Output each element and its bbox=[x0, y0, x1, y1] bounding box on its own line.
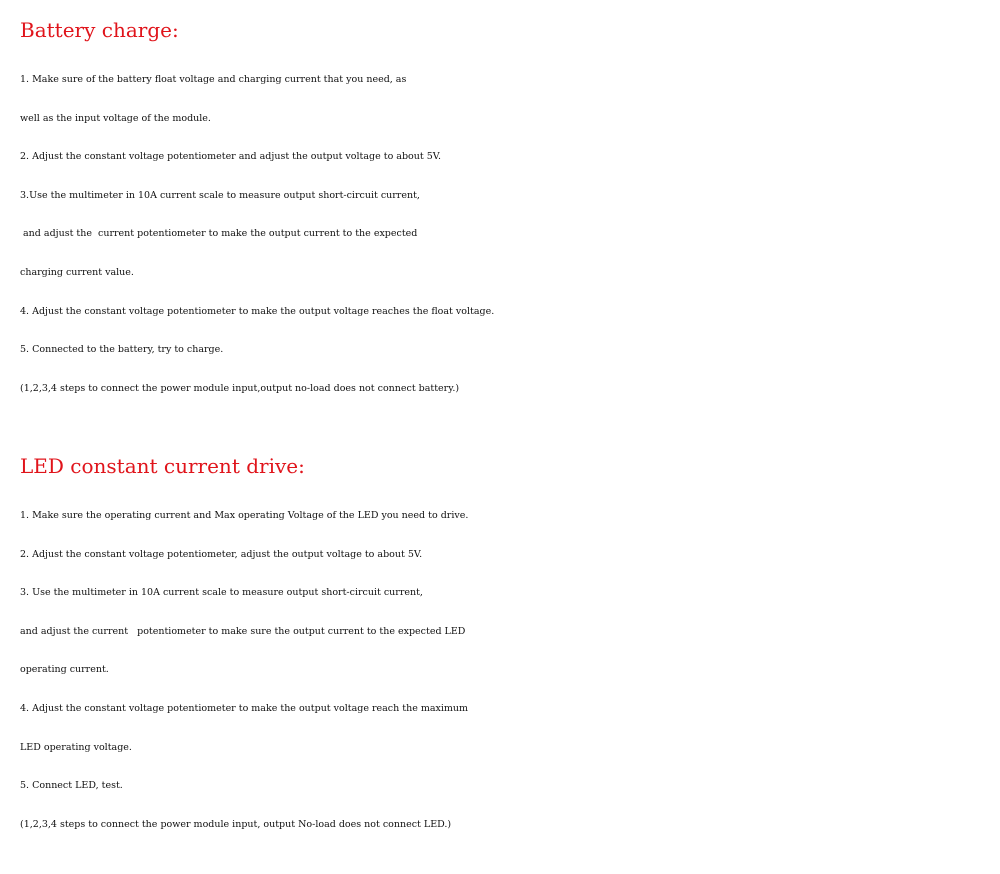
led-step-line: and adjust the current potentiometer to make sure the output current to the expected LED bbox=[20, 625, 466, 637]
battery-charge-steps bbox=[20, 61, 1000, 408]
led-step-line: operating current. bbox=[20, 664, 109, 676]
led-step-line: 3. Use the multimeter in 10A current scale to measure output short-circuit current, bbox=[20, 587, 423, 599]
battery-step-line: 1. Make sure of the battery float voltage and charging current that you need, as bbox=[20, 74, 407, 85]
battery-note-line: (1,2,3,4 steps to connect the power module input,output no-load does not connect battery.) bbox=[20, 382, 460, 394]
battery-charge-heading: Battery charge: bbox=[20, 18, 179, 42]
led-note-line: (1,2,3,4 steps to connect the power module input, output No-load does not connect LED.) bbox=[20, 818, 452, 830]
led-drive-heading: LED constant current drive: bbox=[20, 454, 305, 478]
battery-step-line: 4. Adjust the constant voltage potentiometer to make the output voltage reaches the float voltage. bbox=[20, 305, 495, 317]
battery-charge-section bbox=[20, 10, 1000, 408]
battery-step-line: 2. Adjust the constant voltage potentiometer and adjust the output voltage to about 5V. bbox=[20, 151, 441, 163]
led-step-line: LED operating voltage. bbox=[20, 741, 132, 753]
led-drive-section bbox=[20, 446, 1000, 844]
battery-step-line: and adjust the current potentiometer to make the output current to the expected bbox=[20, 228, 418, 240]
led-step-line: 4. Adjust the constant voltage potentiometer to make the output voltage reach the maximum bbox=[20, 702, 469, 714]
battery-step-line: 3.Use the multimeter in 10A current scale to measure output short-circuit current, bbox=[20, 189, 420, 201]
led-step-line: 5. Connect LED, test. bbox=[20, 780, 123, 792]
battery-step-line: 5. Connected to the battery, try to charge. bbox=[20, 344, 224, 356]
led-step-line: 2. Adjust the constant voltage potentiometer, adjust the output voltage to about 5V. bbox=[20, 548, 423, 560]
led-step-line: 1. Make sure the operating current and Max operating Voltage of the LED you need to drive. bbox=[20, 510, 469, 521]
battery-step-line: well as the input voltage of the module. bbox=[20, 112, 211, 124]
battery-step-line: charging current value. bbox=[20, 266, 134, 278]
led-drive-steps bbox=[20, 497, 1000, 844]
